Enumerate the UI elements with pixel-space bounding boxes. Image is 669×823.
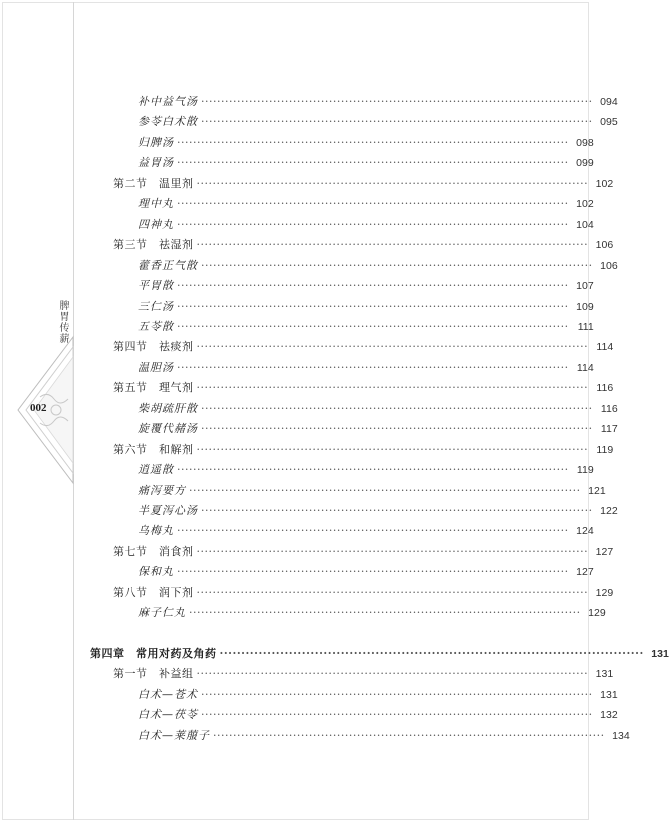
toc-page-number: 104 [576, 218, 594, 231]
toc-label: 归脾汤 [138, 135, 174, 149]
toc-entry-row [138, 603, 606, 623]
toc-section-row [113, 664, 614, 684]
toc-page-number: 102 [576, 198, 594, 211]
running-head: 脾胃传薪 [57, 300, 68, 344]
toc-label: 旋覆代赭汤 [138, 422, 198, 436]
toc-entry-row [138, 481, 606, 501]
toc-page-number: 095 [600, 116, 618, 129]
toc-entry-row [138, 133, 594, 153]
toc-page-number: 131 [651, 647, 669, 660]
toc-label: 平胃散 [138, 279, 174, 293]
toc-entry-row [138, 153, 594, 173]
toc-page-number: 127 [576, 566, 594, 579]
toc-label: 第五节 理气剂 [113, 381, 194, 395]
toc-entry-row [138, 317, 594, 337]
dot-leader: ·································································································· [196, 442, 589, 456]
toc-label: 五苓散 [138, 319, 174, 333]
toc-entry-row [138, 215, 594, 235]
toc-label: 白术—茯苓 [138, 708, 198, 722]
toc-entry-row [138, 705, 618, 725]
toc-entry-row [138, 501, 618, 521]
dot-leader: ·································································································· [213, 728, 605, 742]
toc-page-number: 119 [576, 464, 594, 477]
dot-leader: ·································································································· [201, 504, 593, 517]
toc-page-number: 106 [600, 259, 618, 272]
toc-label: 逍遥散 [138, 463, 174, 477]
dot-leader: ·································································································· [196, 667, 589, 681]
dot-leader: ·································································································· [177, 197, 569, 211]
toc-label: 第六节 和解剂 [113, 442, 194, 456]
toc-entry-row [138, 194, 594, 214]
toc-section-row [113, 583, 614, 603]
toc-label: 第四节 祛痰剂 [113, 340, 194, 354]
toc-entry-row [138, 562, 594, 582]
dot-leader: ·································································································· [196, 585, 589, 599]
toc-label: 益胃汤 [138, 156, 174, 170]
toc-entry-row [138, 685, 618, 705]
dot-leader: ·································································································· [201, 258, 593, 272]
toc-label: 第三节 祛湿剂 [113, 238, 194, 252]
toc-label: 第七节 消食剂 [113, 544, 194, 558]
toc-page-number: 129 [595, 586, 614, 599]
toc-entry-row [138, 112, 618, 132]
toc-page-number: 119 [596, 443, 614, 456]
toc-label: 三仁汤 [138, 299, 174, 313]
toc-page-number: 117 [600, 423, 618, 436]
toc-page-number: 099 [576, 157, 594, 170]
toc-page-number: 102 [595, 177, 614, 190]
toc-section-row [113, 542, 614, 562]
toc-page-number: 134 [612, 729, 630, 742]
dot-leader: ·································································································· [219, 646, 644, 660]
dot-leader: ·································································································· [177, 360, 569, 374]
toc-page-number: 114 [596, 341, 614, 354]
toc-entry-row [138, 521, 594, 541]
toc-section-row [113, 235, 614, 255]
dot-leader: ·································································································· [189, 483, 581, 497]
toc-page-number: 111 [577, 320, 594, 333]
dot-leader: ·································································································· [201, 95, 593, 108]
toc-entry-row [138, 726, 630, 746]
toc-page-number: 131 [600, 688, 618, 701]
toc-page-number: 116 [596, 382, 614, 395]
toc-section-row [113, 174, 614, 194]
toc-page-number: 124 [576, 525, 594, 538]
toc-page-number: 121 [588, 484, 606, 497]
dot-leader: ·································································································· [196, 176, 589, 190]
toc-section-row [113, 440, 614, 460]
dot-leader: ·································································································· [177, 463, 569, 477]
toc-label: 理中丸 [138, 197, 174, 211]
toc-label: 白术—莱菔子 [138, 728, 210, 742]
toc-page-number: 132 [600, 709, 618, 722]
dot-leader: ·································································································· [177, 319, 569, 333]
toc-label: 参苓白术散 [138, 115, 198, 129]
toc-label: 第一节 补益组 [113, 667, 194, 681]
toc-page-number: 114 [576, 361, 594, 374]
toc-label: 白术—苍术 [138, 687, 198, 701]
toc-entry-row [138, 297, 594, 317]
dot-leader: ·································································································· [201, 422, 593, 436]
toc-entry-row [138, 92, 618, 112]
dot-leader: ·································································································· [201, 687, 593, 701]
toc-page-number: 122 [600, 505, 618, 517]
toc-label: 柴胡疏肝散 [138, 401, 198, 415]
toc-chapter-row [90, 644, 669, 664]
dot-leader: ·································································································· [177, 565, 569, 579]
toc-label: 藿香正气散 [138, 258, 198, 272]
toc-label: 温胆汤 [138, 360, 174, 374]
toc-entry-row [138, 399, 618, 419]
toc-label: 四神丸 [138, 217, 174, 231]
toc-page-number: 131 [595, 668, 614, 681]
dot-leader: ·································································································· [189, 606, 581, 620]
toc-section-row [113, 337, 614, 357]
dot-leader: ·································································································· [201, 708, 593, 722]
toc-page-number: 127 [595, 545, 614, 558]
toc-label: 第四章 常用对药及角药 [90, 646, 217, 660]
dot-leader: ·································································································· [201, 401, 593, 415]
page-number: 002 [30, 402, 47, 414]
toc-label: 乌梅丸 [138, 524, 174, 538]
toc-page-number: 098 [576, 136, 594, 149]
dot-leader: ·································································································· [177, 135, 569, 149]
dot-leader: ·································································································· [196, 381, 589, 395]
dot-leader: ·································································································· [201, 115, 593, 129]
toc-entry-row [138, 256, 618, 276]
dot-leader: ·································································································· [177, 524, 569, 538]
toc-page-number: 109 [576, 300, 594, 313]
toc-entry-row [138, 358, 594, 378]
toc-entry-row [138, 460, 594, 480]
dot-leader: ·································································································· [177, 217, 569, 231]
toc-label: 第八节 润下剂 [113, 585, 194, 599]
toc-entry-row [138, 419, 618, 439]
dot-leader: ·································································································· [196, 340, 589, 354]
toc-label: 半夏泻心汤 [138, 504, 198, 517]
toc-page-number: 129 [588, 607, 606, 620]
toc-label: 补中益气汤 [138, 95, 198, 108]
toc-label: 痛泻要方 [138, 483, 186, 497]
dot-leader: ·································································································· [177, 156, 569, 170]
dot-leader: ·································································································· [196, 544, 589, 558]
toc-page-number: 107 [576, 280, 594, 293]
dot-leader: ·································································································· [177, 279, 569, 293]
toc-page-number: 116 [600, 402, 618, 415]
toc-page-number: 094 [600, 96, 618, 108]
toc-entry-row [138, 276, 594, 296]
toc-label: 保和丸 [138, 565, 174, 579]
toc-section-row [113, 378, 614, 398]
toc-label: 麻子仁丸 [138, 606, 186, 620]
dot-leader: ·································································································· [196, 238, 589, 252]
toc-page-number: 106 [595, 239, 614, 252]
toc-label: 第二节 温里剂 [113, 176, 194, 190]
dot-leader: ·································································································· [177, 299, 569, 313]
